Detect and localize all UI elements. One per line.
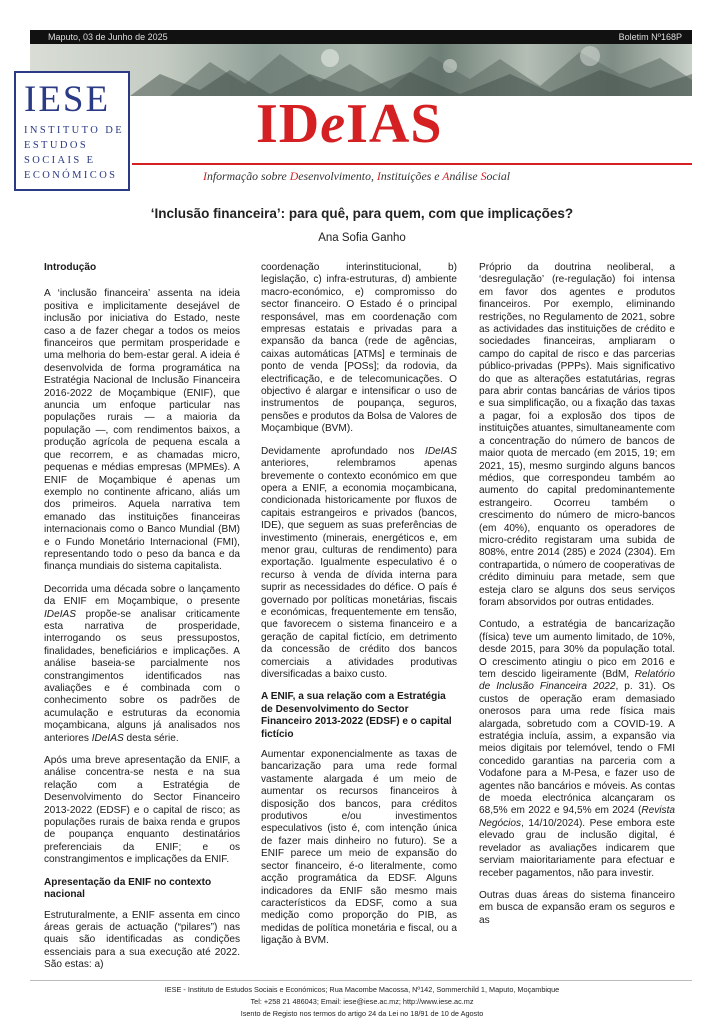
column-1 <box>44 262 240 982</box>
logo-acronym: IESE <box>24 79 111 120</box>
paragraph: coordenação interinstitucional, b) legislação, c) infra-estruturas, d) ambiente macro-económico, e) compromisso do sector financeiro. O Estado é o principal responsável, mas em coordenação com empresas estatais e privadas para a expansão da banca (rede de agências, caixas automáticas [ATMs] e terminais de ponto de venda [POSs]; da rodovia, da electrificação, e de telecomunicações. O objectivo é alargar e intensificar o uso de instrumentos de poupança, seguros, pensões e produtos da Bolsa de Valores de Moçambique (BVM). <box>261 262 457 435</box>
footer-address: IESE - Instituto de Estudos Sociais e Económicos; Rua Macombe Macossa, Nº142, Sommerchild 1, Maputo, Moçambique <box>164 985 560 994</box>
iese-logo <box>14 71 130 191</box>
series-tagline: Informação sobre Desenvolvimento, Instituições e Análise Social <box>203 169 511 183</box>
section-heading-context: Apresentação da ENIF no contexto nacional <box>44 876 212 901</box>
top-bar <box>30 30 692 44</box>
paragraph: Estruturalmente, a ENIF assenta em cinco áreas gerais de actuação (“pilares”) nas quais são identificadas as condições essenciais para a sua execução até 2022. São estas: a) <box>44 909 240 971</box>
issue-date: Maputo, 03 de Junho de 2025 <box>48 32 168 42</box>
column-2 <box>261 262 457 958</box>
paragraph: Próprio da doutrina neoliberal, a ‘desregulação’ (re-regulação) foi intensa em favor dos agentes e produtos financeiros. Por exemplo, eliminando restrições, no Regulamento de 2021, sobre as actividades das instituições de crédito e sociedades financeiras, ampliaram o campo do capital de risco e das parcerias público-privadas (PPPs). Mais significativo do que as alterações estatutárias, regras para abrir contas bancárias de vários tipos e sua simplificação, ou a fixação das taxas a pagar, foi a explosão dos tipos de instituições atuantes, simultaneamente com a concentração do número de bancos de maior quota de mercado (em 2015, 19; em 2021, 15), mesmo surgindo alguns bancos médios, que correspondeu também ao aumento do capital predominantemente estrangeiro. Ocorreu também o crescimento do número de micro-bancos (em 40%), enquanto os operadores de micro-crédito registaram uma subida de 808%, entre 2014 (285) e 2024 (2304). Em contrapartida, o número de cooperativas de crédito diminuiu para metade, sem que esteja claro se alguns dos seus serviços foram absorvidos por outras entidades. <box>479 262 675 608</box>
paragraph: Contudo, a estratégia de bancarização (física) teve um aumento limitado, de 10%, desde 2015, para 30% da população total. O crescimento atingiu o pico em 2016 e tem descido ligeiramente (BdM, Relatório de Inclusão Financeira 2022, p. 31). Os custos de operação eram demasiado onerosos para uma rede física mais alargada, sobretudo com a COVID-19. A estratégia incluía, assim, a expansão via meios digitais por telemóvel, tendo o FMI concedido garantias na parceria com a Vodafone para a M-Pesa, e fazer uso de agentes não bancários e móveis. As contas de moeda electrónica alcançaram os 68,5% em 2022 e 94,5% em 2024 (Revista Negócios, 14/10/2024). Pese embora este elevado grau de inclusão digital, é revelador as avaliações indicarem que serviam maioritariamente para efectuar e receber pagamentos, não para investir. <box>479 619 675 879</box>
paragraph: Após uma breve apresentação da ENIF, a análise concentra-se nesta e na sua relação com a Estratégia de Desenvolvimento do Sector Financeiro 2013-2022 (EDSF) e o capital de risco; as populações rurais de baixa renda e grupos de poupança enquanto destinatários preferenciais da ENIF; e os constrangimentos e implicações da ENIF. <box>44 755 240 866</box>
footer-registration: Isento de Registo nos termos do artigo 24 da Lei no 18/91 de 10 de Agosto <box>240 1009 484 1018</box>
title-divider <box>132 163 692 165</box>
article-title: ‘Inclusão financeira’: para quê, para quem, com que implicações? <box>150 206 574 221</box>
paragraph: Devidamente aprofundado nos IDeIAS anteriores, relembramos apenas brevemente o contexto económico em que opera a ENIF, a economia moçambicana, condicionada historicamente por fluxos de capitais estrangeiros e privados (bancos, IDE), que seguem as suas preferências de investimento (minerais, energéticos e, em menor grau, culturas de rendimento) para exportação. Igualmente especulativo é o recurso à venda de dívida interna para suprir as necessidades do défice. O país é governado por políticas monetárias, fiscais e económicas, frequentemente em tensão, que favorecem o sistema financeiro e a geração de capital fictício, em detrimento da concessão de crédito dos bancos comerciais a atividades produtivas diversificadas a baixo custo. <box>261 445 457 680</box>
paragraph: Outras duas áreas do sistema financeiro em busca de expansão eram os seguros e as <box>479 889 675 926</box>
series-title: IDeIAS <box>256 93 443 155</box>
article-author: Ana Sofia Ganho <box>318 232 406 244</box>
logo-fullname: INSTITUTO DE ESTUDOS SOCIAIS E ECONÓMICOS <box>24 125 125 181</box>
footer-divider <box>30 980 692 981</box>
footer <box>0 984 724 1020</box>
paragraph: A ‘inclusão financeira’ assenta na ideia positiva e implicitamente desejável de inclusão por iniciativa do Estado, neste caso a de fazer chegar a todos os meios financeiros que permitam prosperidade e uma melhoria do bem-estar geral. A ideia é desenvolvida de forma programática na Estratégia Nacional de Inclusão Financeira 2016-2022 de Moçambique (ENIF), que anuncia um enfoque particular nas populações rurais — a maioria da população —, com rendimentos baixos, a produção agrícola de pequena escala a que recorrem, e as chamadas micro, pequenas e médias empresas (MPMEs). A ENIF de Moçambique é apenas um exemplo no continente africano, aliás um dos primeiros. Aquela narrativa tem emanado das instituições financeiras internacionais como o Banco Mundial (BM) e o Fundo Monetário Internacional (FMI), representando todo o peso da banca e da finança mundiais do sistema capitalista. <box>44 288 240 573</box>
paragraph: Decorrida uma década sobre o lançamento da ENIF em Moçambique, o presente IDeIAS propõe-se analisar criticamente esta narrativa de prosperidade, interrogando os seus pressupostos, finalidades, beneficiários e implicações. A análise baseia-se parcialmente nos constrangimentos identificados nas avaliações e é combinada com o conhecimento sobre os padrões de acumulação e estruturas da economia moçambicana, alguns já analisados nos anteriores IDeIAS desta série. <box>44 583 240 744</box>
paragraph: Aumentar exponencialmente as taxas de bancarização para uma rede formal vastamente alargada é um meio de aumentar os recursos financeiros à disposição dos bancos, para créditos produtivos e/ou investimentos especulativos (isto é, com intenção única de fazer mais dinheiro no futuro). Se a ENIF parece um meio de expansão do sector financeiro, é-o literalmente, como acção programática da EDSF. Alguns indicadores da ENIF são mesmo mais característicos da EDSF, como a sua medição como proporção do PIB, as medidas de política monetária e fiscal, ou a ligação à BVM. <box>261 749 457 947</box>
footer-contacts: Tel: +258 21 486043; Email: iese@iese.ac.mz; http://www.iese.ac.mz <box>250 997 474 1006</box>
bulletin-number: Boletim Nº168P <box>618 32 682 42</box>
column-3 <box>479 262 675 937</box>
section-heading-intro: Introdução <box>44 262 97 273</box>
section-heading-edsf: A ENIF, a sua relação com a Estratégia de Desenvolvimento do Sector Financeiro 2013-2022 (EDSF) e o capital fictício <box>261 691 452 740</box>
